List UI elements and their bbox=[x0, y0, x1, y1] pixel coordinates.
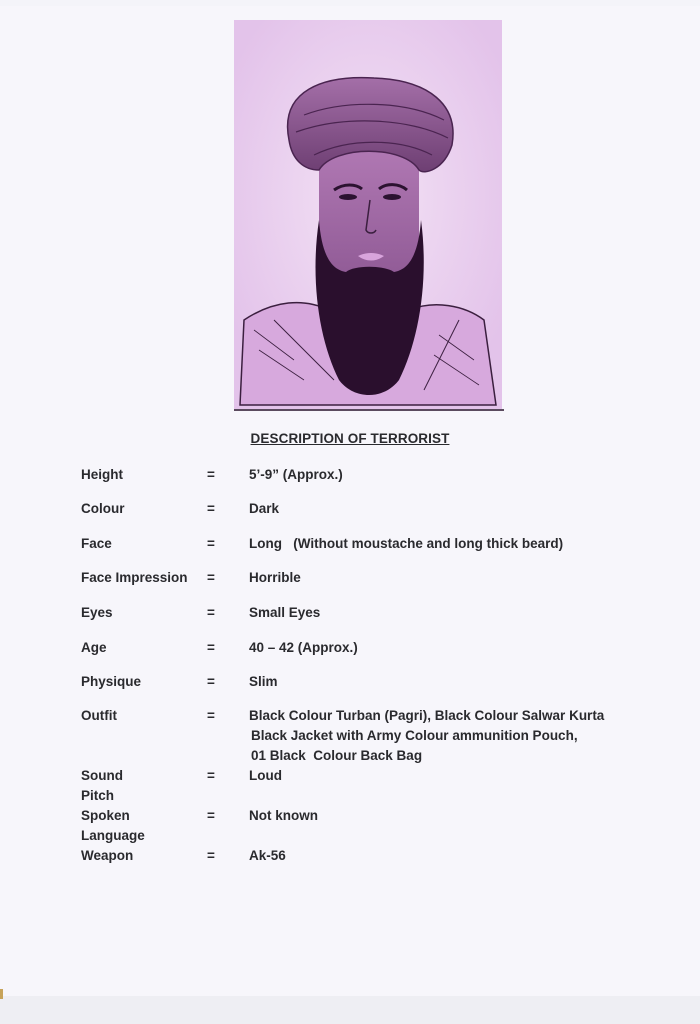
field-value: Slim bbox=[249, 674, 278, 689]
scan-bottom-margin bbox=[0, 996, 700, 1024]
field-value: Horrible bbox=[249, 570, 301, 585]
field-value: Small Eyes bbox=[249, 605, 321, 620]
field-label: Outfit bbox=[81, 708, 117, 723]
field-label bbox=[81, 806, 201, 846]
field-value bbox=[249, 706, 669, 766]
field-value: Not known bbox=[249, 808, 318, 823]
label-line: Spoken bbox=[81, 808, 130, 823]
label-line: Sound bbox=[81, 768, 123, 783]
field-value: 5’-9” (Approx.) bbox=[249, 467, 343, 482]
field-label bbox=[81, 766, 201, 806]
field-label: Height bbox=[81, 467, 123, 482]
equals-sign: = bbox=[207, 536, 215, 551]
field-label: Physique bbox=[81, 674, 142, 689]
suspect-sketch-image bbox=[234, 20, 502, 410]
field-value: Ak-56 bbox=[249, 848, 286, 863]
field-label: Age bbox=[81, 640, 107, 655]
field-label: Colour bbox=[81, 501, 125, 516]
field-value: Loud bbox=[249, 768, 282, 783]
equals-sign: = bbox=[207, 808, 215, 823]
sketch-underline bbox=[234, 409, 504, 411]
field-label: Face Impression bbox=[81, 570, 188, 585]
equals-sign: = bbox=[207, 570, 215, 585]
outfit-line: 01 Black Colour Back Bag bbox=[251, 748, 423, 763]
outfit-line: Black Colour Turban (Pagri), Black Colour Salwar Kurta bbox=[249, 708, 605, 723]
equals-sign: = bbox=[207, 501, 215, 516]
equals-sign: = bbox=[207, 640, 215, 655]
field-value: 40 – 42 (Approx.) bbox=[249, 640, 358, 655]
field-value: Long (Without moustache and long thick beard) bbox=[249, 536, 564, 551]
equals-sign: = bbox=[207, 708, 215, 723]
field-label: Eyes bbox=[81, 605, 113, 620]
scan-edge-mark bbox=[0, 989, 3, 999]
field-value: Dark bbox=[249, 501, 280, 516]
equals-sign: = bbox=[207, 605, 215, 620]
field-label: Weapon bbox=[81, 848, 134, 863]
equals-sign: = bbox=[207, 467, 215, 482]
equals-sign: = bbox=[207, 768, 215, 783]
field-label: Face bbox=[81, 536, 112, 551]
label-line: Language bbox=[81, 828, 145, 843]
equals-sign: = bbox=[207, 674, 215, 689]
outfit-line: Black Jacket with Army Colour ammunition Pouch, bbox=[251, 728, 578, 743]
document-title bbox=[0, 430, 700, 448]
title-text: DESCRIPTION OF TERRORIST bbox=[250, 431, 450, 446]
equals-sign: = bbox=[207, 848, 215, 863]
label-line: Pitch bbox=[81, 788, 115, 803]
